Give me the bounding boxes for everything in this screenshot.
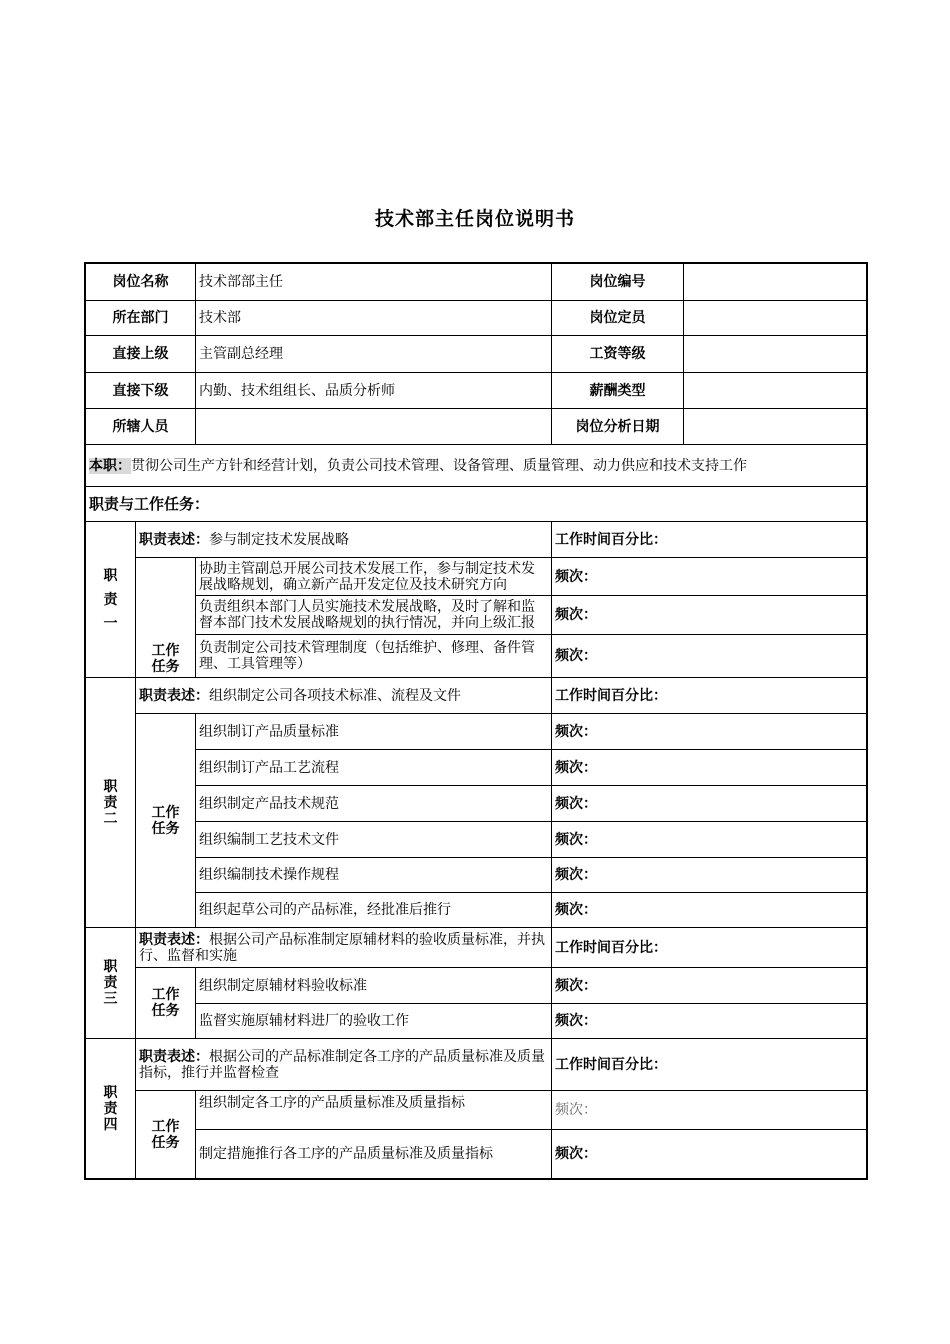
task-item: 组织制定产品技术规范 [196, 786, 552, 822]
duty-description: 职责表述：参与制定技术发展战略 [136, 522, 552, 558]
task-item: 组织制订产品质量标准 [196, 714, 552, 750]
main-duty-label: 本职： [89, 457, 131, 474]
document-title: 技术部主任岗位说明书 [374, 208, 575, 230]
task-item: 组织制定各工序的产品质量标准及质量指标 [196, 1091, 552, 1130]
task-item: 组织编制技术操作规程 [196, 858, 552, 893]
frequency-label: 频次： [552, 714, 867, 750]
frequency-label: 频次： [552, 968, 867, 1004]
salary-grade-label: 工资等级 [552, 336, 684, 373]
pay-type-label: 薪酬类型 [552, 373, 684, 409]
task-item: 组织编制工艺技术文件 [196, 822, 552, 858]
frequency-label: 频次： [552, 635, 867, 678]
duty-name: 职责一 [86, 522, 136, 678]
work-time-percent-label: 工作时间百分比： [552, 678, 867, 714]
position-number-value [684, 264, 867, 301]
frequency-label: 频次： [552, 558, 867, 596]
position-number-label: 岗位编号 [552, 264, 684, 301]
task-label: 工作任务 [136, 714, 196, 928]
position-name-label: 岗位名称 [86, 264, 196, 301]
task-item: 负责组织本部门人员实施技术发展战略，及时了解和监督本部门技术发展战略规划的执行情况，并向上级汇报 [196, 596, 552, 635]
managed-staff-value [196, 409, 552, 445]
frequency-label: 频次： [552, 1091, 867, 1130]
task-item: 组织制定原辅材料验收标准 [196, 968, 552, 1004]
duty-description: 职责表述：组织制定公司各项技术标准、流程及文件 [136, 678, 552, 714]
main-duty-cell [86, 445, 867, 487]
frequency-label: 频次： [552, 750, 867, 786]
job-description-table [85, 263, 867, 1179]
duty-name: 职责二 [86, 678, 136, 928]
frequency-label: 频次： [552, 822, 867, 858]
duty-description: 职责表述：根据公司产品标准制定原辅材料的验收质量标准，并执行、监督和实施 [136, 928, 552, 968]
department-label: 所在部门 [86, 301, 196, 336]
task-label: 工作任务 [136, 1091, 196, 1179]
frequency-label: 频次： [552, 1130, 867, 1179]
duty-name: 职责三 [86, 928, 136, 1039]
work-time-percent-label: 工作时间百分比： [552, 522, 867, 558]
task-item: 制定措施推行各工序的产品质量标准及质量指标 [196, 1130, 552, 1179]
task-item: 协助主管副总开展公司技术发展工作，参与制定技术发展战略规划，确立新产品开发定位及技术研究方向 [196, 558, 552, 596]
superior-label: 直接上级 [86, 336, 196, 373]
analysis-date-value [684, 409, 867, 445]
task-item: 组织制订产品工艺流程 [196, 750, 552, 786]
superior-value: 主管副总经理 [196, 336, 552, 373]
frequency-label: 频次： [552, 893, 867, 928]
task-item: 监督实施原辅材料进厂的验收工作 [196, 1004, 552, 1039]
position-name-value: 技术部部主任 [196, 264, 552, 301]
department-value: 技术部 [196, 301, 552, 336]
main-duty-text: 贯彻公司生产方针和经营计划，负责公司技术管理、设备管理、质量管理、动力供应和技术支持工作 [131, 457, 747, 474]
frequency-label: 频次： [552, 596, 867, 635]
frequency-label: 频次： [552, 858, 867, 893]
staffing-label: 岗位定员 [552, 301, 684, 336]
duty-description: 职责表述：根据公司的产品标准制定各工序的产品质量标准及质量指标，推行并监督检查 [136, 1039, 552, 1091]
pay-type-value [684, 373, 867, 409]
task-label: 工作任务 [136, 968, 196, 1039]
task-item: 组织起草公司的产品标准，经批准后推行 [196, 893, 552, 928]
work-time-percent-label: 工作时间百分比： [552, 928, 867, 968]
staffing-value [684, 301, 867, 336]
salary-grade-value [684, 336, 867, 373]
task-item: 负责制定公司技术管理制度（包括维护、修理、备件管理、工具管理等） [196, 635, 552, 678]
task-label: 工作任务 [136, 558, 196, 678]
frequency-label: 频次： [552, 786, 867, 822]
managed-staff-label: 所辖人员 [86, 409, 196, 445]
analysis-date-label: 岗位分析日期 [552, 409, 684, 445]
section-title: 职责与工作任务： [86, 487, 867, 522]
subordinate-value: 内勤、技术组组长、品质分析师 [196, 373, 552, 409]
work-time-percent-label: 工作时间百分比： [552, 1039, 867, 1091]
duty-name: 职责四 [86, 1039, 136, 1179]
subordinate-label: 直接下级 [86, 373, 196, 409]
frequency-label: 频次： [552, 1004, 867, 1039]
